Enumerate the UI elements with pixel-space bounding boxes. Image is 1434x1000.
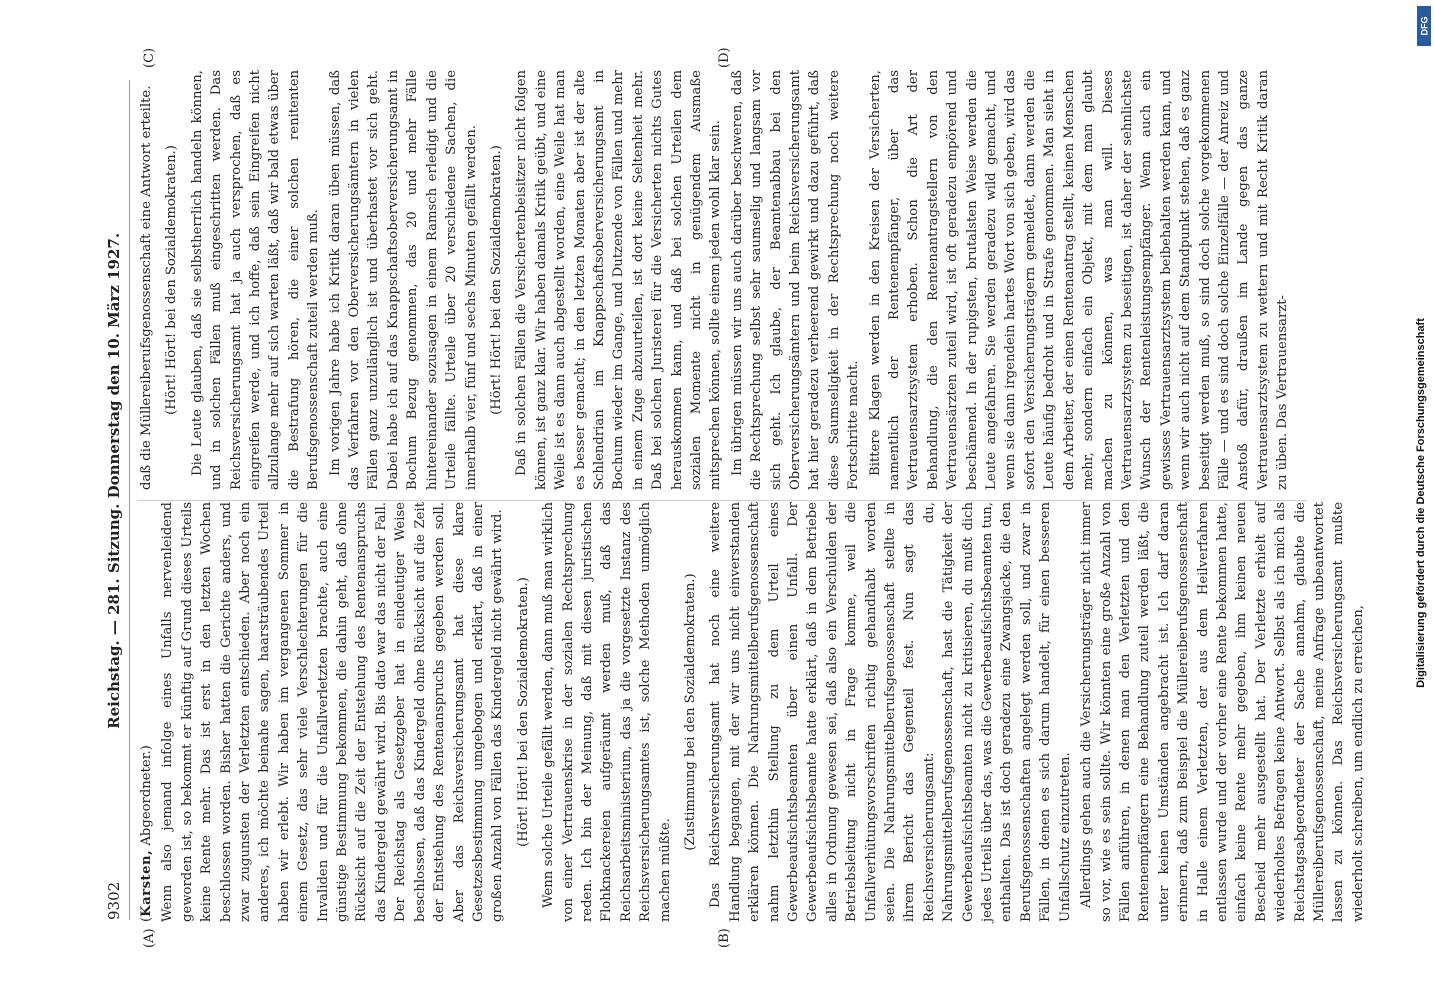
speaker-line: (Karsten, Abgeordneter.) <box>139 745 154 922</box>
paragraph: Im übrigen müssen wir uns auch darüber beschweren, daß die Rechtsprechung selbst sehr saumselig und langsam vor sich geht. Ich glaube, der Beamtenabbau bei den Oberversicherungsämtern und beim Reichsversicherungsamt hat hier geradezu verheerend gewirkt und dazu geführt, daß diese Saumseligkeit in der Rechtsprechung noch weitere Fortschritte macht. <box>729 70 862 490</box>
paragraph: Allerdings gehen auch die Versicherungsträger nicht immer so vor, wie es sein sollte. Wir könnten eine große Anzahl von Fällen anführen, in denen man den Verletzten und den Rentenempfängern eine Behandlung zuteil werden läßt, die unter keinen Umständen angebracht ist. Ich darf daran erinnern, daß zum Beispiel die Müllereiberufsgenossenschaft in Halle einem Verletzten, der aus dem Heilverfahren entlassen wurde und der vorher eine Rente bekommen hatte, einfach keine Rente mehr gegeben, ihm keinen neuen Bescheid mehr ausgestellt hat. Der Verletzte erhielt auf wiederholtes Befragen keine Antwort. Selbst als ich mich als Reichstagsabgeordneter der Sache annahm, glaubte die Müllereiberufsgenossenschaft, meine Anfrage unbeantwortet lassen zu können. Das Reichsversicherungsamt mußte wiederholt schreiben, um endlich zu erreichen, <box>1079 502 1366 922</box>
margin-mark-a: (A) <box>142 928 157 948</box>
page-title: Reichstag. — 281. Sitzung. Donnerstag den 10. März 1927. <box>105 232 123 729</box>
rotated-page <box>97 40 1366 960</box>
paragraph: Wenn solche Urteile gefällt werden, dann muß man wirklich von einer Vertrauenskrise in der sozialen Rechtsprechung reden. Ich bin der Meinung, daß mit diesen juristischen Flohknackereien aufgeräumt werden muß, daß das Reichsarbeitsministerium, das ja die vorgesetzte Instanz des Reichsversicherungsamtes ist, solche Methoden unmöglich machen müßte. <box>541 502 673 922</box>
speaker-role: Abgeordneter.) <box>139 745 154 846</box>
interjection: (Hört! Hört! bei den Sozialdemokraten.) <box>164 145 180 415</box>
paragraph: Daß in solchen Fällen die Versichertenbeisitzer nicht folgen können, ist ganz klar. Wir haben damals Kritik geübt, und eine Weile ist es dann auch abgestellt worden, eine Weile hat man es besser gemacht; in den letzten Monaten aber ist der alte Schlendrian im Knappschaftsoberversicherungsamt in Bochum wieder im Gange, und Dutzende von Fällen und mehr in einem Zuge abzuurteilen, ist dort keine Seltenheit mehr. Daß bei solchen Juristerei für die Versicherten nichts Gutes herauskommen kann, und daß bei solchen Urteilen dem sozialen Momente nicht in genügendem Ausmaße mitsprechen können, sollte einem jeden wohl klar sein. <box>514 70 724 490</box>
speaker-name: Karsten, <box>139 849 154 917</box>
interjection: (Hört! Hört! bei den Sozialdemokraten.) <box>488 145 504 415</box>
right-column <box>137 70 1307 490</box>
paragraph: daß die Müllereiberufsgenossenschaft eine Antwort erteilte. <box>139 85 154 490</box>
interjection: (Zustimmung bei den Sozialdemokraten.) <box>682 573 698 851</box>
dfg-logo: DFG <box>1417 6 1431 46</box>
paragraph: Das Reichsversicherungsamt hat noch eine weitere Handlung begangen, mit der wir uns nicht einverstanden erklären können. Die Nahrungsmittelberufsgenossenschaft nahm letzthin Stellung zu dem Urteil eines Gewerbeaufsichtsbeamten über einen Unfall. Der Gewerbeaufsichtsbeamte hatte erklärt, daß in dem Betriebe alles in Ordnung gewesen sei, daß also ein Verschulden der Betriebsleitung nicht in Frage komme, weil die Unfallverhütungsvorschriften richtig gehandhabt worden seien. Die Nahrungsmittelberufsgenossenschaft stellte in ihrem Bericht das Gegenteil fest. Nun sagt das Reichsversicherungsamt: du, Nahrungsmittelberufsgenossenschaft, hast die Tätigkeit der Gewerbeaufsichtsbeamten nicht zu kritisieren, du mußt dich jedes Urteils über das, was die Gewerbeaufsichtsbeamten tun, enthalten. Das ist doch geradezu eine Zwangsjacke, die den Berufsgenossenschaften angelegt werden soll, und zwar in Fällen, in denen es sich darum handelt, für einen besseren Unfallschutz einzutreten. <box>708 502 1073 922</box>
paragraph: Im vorigen Jahre habe ich Kritik daran üben müssen, daß das Verfahren vor den Oberversicherungsämtern in vielen Fällen ganz unzulänglich ist und überhastet vor sich geht. Dabei habe ich auf das Knappschaftsoberversicherungsamt in Bochum Bezug genommen, das 20 und mehr Fälle hintereinander sozusagen in einem Ramsch erledigt und die Urteile fällte. Urteile über 20 verschiedene Sachen, die innerhalb vier, fünf und sechs Minuten gefällt werden. <box>327 70 479 490</box>
margin-mark-c: (C) <box>142 47 157 68</box>
page-number: 9302 <box>105 881 123 920</box>
paragraph: Bittere Klagen werden in den Kreisen der Versicherten, namentlich der Rentenempfänger, über das Vertrauensarztsystem erhoben. Schon die Art der Behandlung, die den Rentenantragstellern von den Vertrauensärzten zuteil wird, ist oft geradezu empörend und beschämend. In der rupigsten, brutalsten Weise werden die Leute angefahren. Sie werden geradezu wild gemacht, und wenn sie dann irgendein hartes Wort von sich geben, wird das sofort den Versicherungsträgern gemeldet, dann werden die Leute häufig bedroht und in Strafe genommen. Man sieht in dem Arbeiter, der einen Rentenantrag stellt, keinen Menschen mehr, sondern einfach ein Objekt, mit dem man glaubt machen zu können, was man will. Dieses Vertrauensarztsystem zu beseitigen, ist daher der sehnlichste Wunsch der Rentenleistungsempfänger. Wenn auch ein gewisses Vertrauensarztsystem beibehalten werden kann, und wenn wir auch nicht auf dem Standpunkt stehen, daß es ganz beseitigt werden muß, so sind doch solche vorgekommenen Fälle — und es sind doch solche Einzelfälle — der Anreiz und Anstoß dafür, draußen im Lande gegen das ganze Vertrauensarztsystem zu wettern und mit Recht Kritik daran zu üben. Das Vertrauensarzt- <box>867 70 1291 490</box>
paragraph: Wenn also jemand infolge eines Unfalls nervenleidend geworden ist, so bekommt er künftig auf Grund dieses Urteils keine Rente mehr. Das ist erst in den letzten Wochen beschlossen worden. Bisher hatten die Gerichte anders, und zwar zugunsten der Verletzten entschieden. Aber noch ein anderes, ich möchte beinahe sagen, haarsträubendes Urteil haben wir erlebt. Wir haben im vergangenen Sommer in einem Gesetz, das sehr viele Verschlechterungen für die Invaliden und für die Unfallverletzten brachte, auch eine günstige Bestimmung bekommen, die dahin geht, daß ohne Rücksicht auf die Zeit der Entstehung des Rentenanspruchs das Kindergeld gewährt wird. Bis dato war das nicht der Fall. Der Reichstag als Gesetzgeber hat in eindeutiger Weise beschlossen, daß das Kindergeld ohne Rücksicht auf die Zeit der Entstehung des Rentenanspruchs gegeben werden soll. Aber das Reichsversicherungsamt hat diese klare Gesetzesbestimmung umgebogen und erklärt, daß in einer großen Anzahl von Fällen das Kindergeld nicht gewährt wird. <box>160 502 506 922</box>
digitization-credit <box>1405 5 1434 1000</box>
interjection: (Hört! Hört! bei den Sozialdemokraten.) <box>515 577 531 847</box>
margin-mark-d: (D) <box>717 47 732 68</box>
paragraph: Die Leute glauben, daß sie selbstherrlich handeln können, und in solchen Fällen muß eingeschritten werden. Das Reichsversicherungsamt hat ja auch versprochen, daß es eingreifen werde, und ich hoffe, daß sein Eingreifen nicht allzulange mehr auf sich warten läßt, daß wir bald etwas über die Bestrafung hören, die einer solchen renitenten Berufsgenossenschaft zuteil werden muß. <box>189 70 322 490</box>
margin-mark-b: (B) <box>717 928 732 948</box>
credit-text: Digitalisierung gefördert durch die Deutsche Forschungsgemeinschaft <box>1415 317 1427 688</box>
page-header <box>105 80 130 920</box>
column-divider <box>137 500 1307 501</box>
left-column <box>137 502 1366 922</box>
